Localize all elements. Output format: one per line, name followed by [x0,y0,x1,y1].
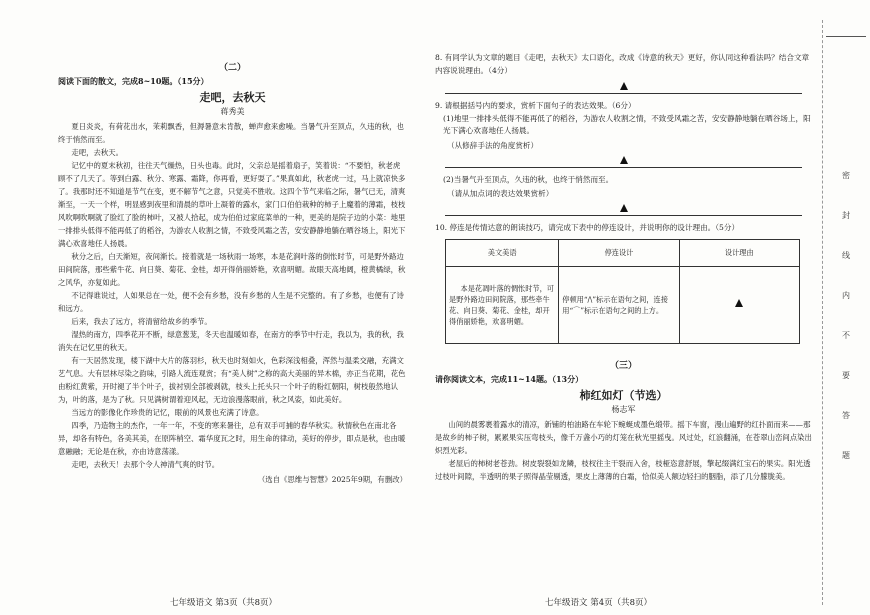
answer-line[interactable] [445,205,802,216]
essay-paragraph: 夏日炎炎，有荷花出水，茉莉飘香，但溽暑意未肯散，蝉声愈来愈噪。当暑气升至顶点，久违的秋，也终于悄然而至。 [58,122,404,144]
binding-notice [836,170,856,461]
section-heading: （三） [609,360,637,371]
essay-title: 走吧，去秋天 [199,91,266,104]
reading-instruction: 请你阅读文本，完成11~14题。（13分） [435,373,584,384]
binding-char: 封 [842,211,850,220]
essay-source: （选自《思维与智慧》2025年9期，有删改） [257,475,407,484]
question-8: 8. 有同学认为文章的题目《走吧，去秋天》太口语化，改成《诗意的秋天》更好，你认同这种看法吗？结合文章内容说说理由。（4分） [435,53,810,75]
binding-rule [822,20,823,605]
text-title: 柿红如灯（节选） [579,388,668,402]
page-footer-right: 七年级语文 第4页（共8页） [545,598,653,608]
pause-design-table [445,239,800,344]
table-header: 停连设计 [559,239,679,266]
essay-paragraph: 不记得谁说过，人如果总在一处，便不会有乡愁，没有乡愁的人生是不完整的。有了乡愁，也便有了诗和远方。 [58,291,404,313]
text-paragraph: 老屋后的柿树老苍劲。树皮裂裂如龙鳞，枝杈往主干裂而入舍，枝桠恣意舒展，擎起缀满红宝石的果实。阳光透过枝叶间隙，半透明的果子照得晶莹剔透，果皮上薄薄的白霜，恰似美人额边轻扫的胭脂，添了几分朦胧美。 [435,458,811,481]
table-cell-design: 停顿用“/\”标示在语句之间，连接用“⌒”标示在语句之间的上方。 [559,266,679,343]
table-row [446,266,800,343]
table-header-row [446,239,800,266]
essay-paragraph: 后来，我去了远方，将清留给故乡的季节。 [71,317,212,326]
essay-author: 蒋秀美 [220,107,245,116]
answer-line[interactable] [445,157,802,168]
table-cell-text: 本是花凋叶落的惆怅时节，可是野外路边田间院落，那些牵牛花、向日葵、菊花、金桂，却开得俏丽娇艳，欢喜明媚。 [446,266,559,343]
question-10: 10. 停连是传情达意的朗读技巧，请完成下表中的停连设计，并说明你的设计理由。（5分） [435,223,740,232]
essay-paragraph: 秋分之后，白天渐短，夜间渐长。接着就是一场秋雨一场寒，本是花涧叶落的倒怅时节，可是野外路边田间院落，那些紫牛花、向日葵、菊花、金桂，却开得俏丽娇艳，欢喜明媚。故眼天高地阔，橙黄橘绿，秋之风华，亦复如此。 [58,252,406,287]
table-header: 美文美语 [446,239,559,266]
answer-marker-icon [620,82,628,90]
essay-paragraph: 四季，乃造物主的杰作，一年一年，不变的寒来暑往，总有双手可捕的春华秋实。秋情秋色在南北各异，却各有特色，各美其美，在原阵梢空、霜华度瓦之时，用生命的律动，美好的停步，即点是秋，也由暖意融融；无论是在秋，亦由诗意荡漾。 [58,421,406,456]
answer-marker-icon [735,299,743,307]
reading-instruction: 阅读下面的散文，完成8~10题。（15分） [58,76,209,86]
section-heading: （二） [218,63,246,73]
question-9-1: (1)地里一排排头低得不能再低了的稻谷，为游农人收割之情，不致受风霜之苦，安安静静地躺在晒谷场上，阳光下满心欢喜地任人扬晨。 [443,113,811,135]
binding-char: 不 [842,331,850,340]
question-9-2-note: （请从加点词的表达效果赏析） [447,189,554,198]
question-9-1-note: （从修辞手法的角度赏析） [447,140,539,150]
essay-paragraph: 有一天居然发现，楼下湖中大片的落羽杉，秋天也时刻如火，色彩深浅相叠，浑然与温柔交融，充满文艺气息。大有层林尽染之韵味，引路人流连观赏；有“美人树”之称的高大美丽的异木棉，亦正当花期，花色由粉红黄紫，开时褪了半个叶子，拔衬别全部被剥就，枝头上托头只一个叶子的粉红朝阳，树枝般然地认为，叶的落，是为了秋。只见满树谓着迎风起，无边浪漫落眼前，秋之风姿，如此美好。 [58,356,406,404]
answer-line[interactable] [445,83,802,94]
binding-char: 答 [842,411,850,420]
binding-char: 要 [842,371,850,380]
question-9: 9. 请根据括号内的要求，赏析下面句子的表达效果。（6分） [435,101,636,110]
binding-char: 内 [842,291,850,300]
table-cell-reason[interactable] [679,266,799,343]
answer-marker-icon [620,204,628,212]
text-author: 杨志军 [611,404,636,414]
essay-paragraph: 走吧，去秋天！去那个令人神清气爽的时节。 [71,460,220,469]
binding-char: 线 [842,251,850,260]
answer-marker-icon [620,156,628,164]
essay-paragraph: 记忆中的夏末秋初，往往天气燥热，日头也毒。此时，父亲总是摇着扇子，笑着说：“不要怕，秋老虎顾不了几天了。等到白露、秋分、寒露、霜降，你再看，更好耍了。”果真如此，秋老虎一过，马上就凉快多了。我那时还不知道是节气在变，更不解节气之意，只觉美不胜收。这四个节气来临之际，暑气已无，清爽渐至，一天一个样，明显感到夜里和清晨的草叶上凝着的露水，家门口伯伯栽种的柿子上魔着的薄霜，枝枝风吹啊吹啊就了脸红了脸的柿叶，又被人拾起，成为伯伯过家庭菜单的一种，更美的是院子边的小菜：地里一排排头低得不能再低了的稻谷，为游农人收割之情，不致受风霜之苦，安安静静地躺在晒谷场上，阳光下满心欢喜地任人扬晨。 [58,161,406,248]
page-3 [0,0,425,615]
binding-char: 密 [842,171,850,180]
page-4 [425,0,820,615]
essay-paragraph: 湿热的南方，四季花开不断，绿意葱茏，冬天也温暖如春，在南方的季节中行走，我以为，我的秋，我消失在记忆里的秋天。 [58,330,404,352]
page-footer-left: 七年级语文 第3页（共8页） [170,598,278,608]
binding-char: 题 [842,451,850,460]
table-header: 设计理由 [679,239,799,266]
question-9-2: (2)当暑气升至顶点，久违的秋，也终于悄然而至。 [443,174,614,184]
text-paragraph: 山间的晨雾裹着露水的清凉，新铺的柏油路在车轮下蜿蜒成墨色缎带。摇下车窗，漫山遍野的红扑面而来——那是故乡的柿子树，累累果实压弯枝头，像千万盏小巧的灯笼在秋光里摇曳。风过处，红浪翻涌，在苍翠山峦间点染出炽烈光彩。 [435,419,812,455]
essay-paragraph: 走吧，去秋天。 [71,148,124,157]
binding-top-rule [826,36,866,37]
essay-paragraph: 当远方的影像化作珍贵的记忆，眼前的风景也充满了诗意。 [71,408,264,417]
